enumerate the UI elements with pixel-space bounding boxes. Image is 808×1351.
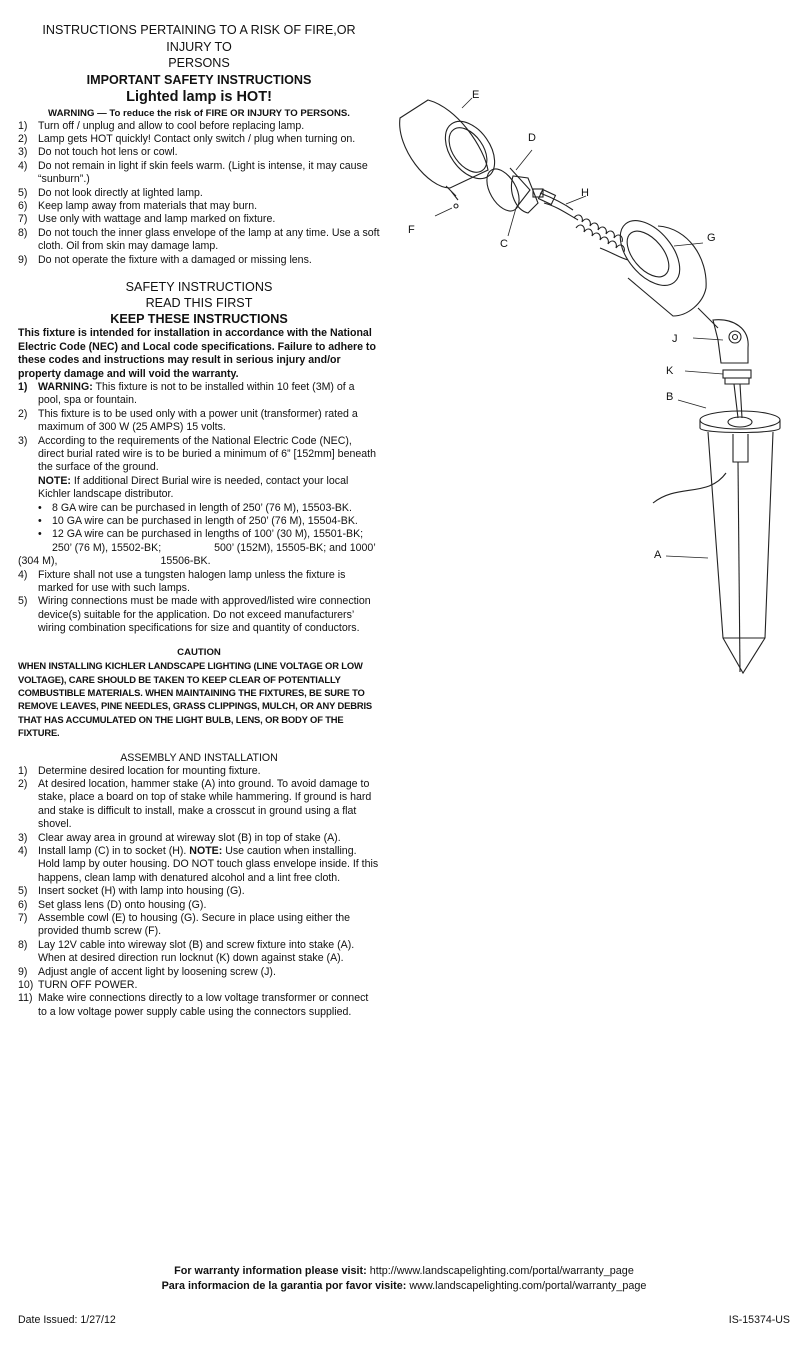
- warranty-url-en[interactable]: http://www.landscapelighting.com/portal/warranty_page: [369, 1265, 634, 1277]
- warning-list: [18, 120, 380, 267]
- list-item: 9) Adjust angle of accent light by loosening screw (J).: [18, 965, 276, 978]
- label-A: A: [654, 549, 662, 561]
- list-item: 11) Make wire connections directly to a low voltage transformer or connect to a low voltage power supply cable using the connectors supplied.: [18, 992, 369, 1018]
- list-item: 3) According to the requirements of the National Electric Code (NEC), direct burial rated wire is to be buried a minimum of 6” [152mm] beneath the surface of the ground. NOTE: If additional Direct Burial wire is needed, contact your local Kichler landscape distributor.: [18, 434, 376, 501]
- label-G: G: [707, 232, 716, 244]
- list-item: 5) Insert socket (H) with lamp into housing (G).: [18, 885, 245, 898]
- list-item: 7) Use only with wattage and lamp marked on fixture.: [18, 213, 276, 226]
- bullet3-cont2: (304 M), 15506-BK.: [18, 555, 211, 568]
- list-item: 9) Do not operate the fixture with a damaged or missing lens.: [18, 253, 312, 266]
- caution-text: WHEN INSTALLING KICHLER LANDSCAPE LIGHTING (LINE VOLTAGE OR LOW VOLTAGE), CARE SHOULD BE TAKEN TO KEEP CLEAR OF POTENTIALLY COMBUSTIBLE MATERIALS. WHEN MAINTAINING THE FIXTURES, BE SURE TO REMOVE LEAVES, PINE NEEDLES, GRASS CLIPPINGS, MULCH, OR ANY DEBRIS THAT HAS ACCUMULATED ON THE LIGHT BULB, LENS, OR BODY OF THE FIXTURE.: [18, 660, 373, 739]
- list-item: 3) Do not touch hot lens or cowl.: [18, 146, 178, 159]
- list-item: • 12 GA wire can be purchased in lengths of 100’ (30 M), 15501-BK;: [38, 528, 364, 541]
- list-item: 10) TURN OFF POWER.: [18, 979, 138, 992]
- list-item: 6) Set glass lens (D) onto housing (G).: [18, 898, 207, 911]
- list-item: 1) WARNING: This fixture is not to be installed within 10 feet (3M) of a pool, spa or fountain.: [18, 380, 355, 407]
- warranty-footer: [0, 1264, 808, 1294]
- safety-heading: [18, 280, 380, 327]
- list-item: 1) Turn off / unplug and allow to cool before replacing lamp.: [18, 119, 305, 132]
- list-item: 2) At desired location, hammer stake (A) into ground. To avoid damage to stake, place a board on top of stake while hammering. If ground is hard and stake is difficult to install, make a crosscut in ground using a flat shovel.: [18, 777, 372, 831]
- lens-part: [480, 164, 530, 217]
- safety-heading-2: READ THIS FIRST: [145, 295, 253, 310]
- safety-heading-1: SAFETY INSTRUCTIONS: [125, 279, 273, 294]
- knuckle-part: [713, 320, 748, 363]
- header-title-line1: INSTRUCTIONS PERTAINING TO A RISK OF FIRE,OR INJURY TO: [42, 23, 356, 54]
- safety-intro: This fixture is intended for installation in accordance with the National Electric Code (NEC) and Local code specifications. Failure to adhere to these codes and instructions may result in serious injury and/or property damage and will void the warranty.: [18, 327, 376, 380]
- date-issued: Date Issued: 1/27/12: [18, 1314, 116, 1326]
- list-item: • 10 GA wire can be purchased in length of 250’ (76 M), 15504-BK.: [38, 515, 358, 528]
- safety-list: [18, 381, 380, 502]
- label-F: F: [408, 224, 415, 236]
- label-K: K: [666, 365, 674, 377]
- warning-line: WARNING — To reduce the risk of FIRE OR INJURY TO PERSONS.: [48, 107, 350, 119]
- document-id: IS-15374-US: [728, 1314, 790, 1326]
- label-J: J: [672, 333, 678, 345]
- warranty-url-es[interactable]: www.landscapelighting.com/portal/warranty_page: [409, 1280, 647, 1292]
- list-item: 4) Do not remain in light if skin feels warm. (Light is intense, it may cause “sunburn”.): [18, 159, 368, 186]
- list-item: • 8 GA wire can be purchased in length of 250’ (76 M), 15503-BK.: [38, 501, 352, 514]
- fixture-exploded-diagram: [388, 78, 798, 708]
- caution-heading: CAUTION: [177, 646, 221, 658]
- list-item: 4) Install lamp (C) in to socket (H). NOTE: Use caution when installing. Hold lamp by outer housing. DO NOT touch glass envelope inside. If this happens, clean lamp with denatured alcohol and a lint free cloth.: [18, 844, 379, 884]
- assembly-list: [18, 765, 380, 1020]
- housing-part: [609, 210, 718, 328]
- warranty-line-en: For warranty information please visit: http://www.landscapelighting.com/portal/warranty_page: [174, 1265, 634, 1277]
- label-E: E: [472, 89, 480, 101]
- safety-heading-3: KEEP THESE INSTRUCTIONS: [110, 311, 288, 326]
- cable-part: [653, 473, 726, 503]
- list-item: 5) Wiring connections must be made with approved/listed wire connection device(s) suitable for the application. Do not exceed manufacturers’ wiring combination specifications for size and quantity of conductors.: [18, 595, 371, 635]
- label-B: B: [666, 391, 674, 403]
- list-item: 3) Clear away area in ground at wireway slot (B) in top of stake (A).: [18, 831, 341, 844]
- header-title-line2: PERSONS: [168, 56, 230, 70]
- important-heading: IMPORTANT SAFETY INSTRUCTIONS: [86, 72, 312, 87]
- list-item: 8) Do not touch the inner glass envelope of the lamp at any time. Use a soft cloth. Oil from skin may damage lamp.: [18, 226, 380, 253]
- wire-bullets: [18, 502, 380, 542]
- label-D: D: [528, 132, 536, 144]
- list-item: 2) Lamp gets HOT quickly! Contact only switch / plug when turning on.: [18, 132, 356, 145]
- list-item: 8) Lay 12V cable into wireway slot (B) and screw fixture into stake (A). When at desired direction run locknut (K) down against stake (A).: [18, 938, 355, 965]
- instructions-column: [18, 22, 380, 1019]
- safety-list-cont: [18, 569, 380, 636]
- stake-body-part: [708, 432, 773, 673]
- list-item: 1) Determine desired location for mounting fixture.: [18, 764, 261, 777]
- list-item: 6) Keep lamp away from materials that may burn.: [18, 199, 258, 212]
- label-C: C: [500, 238, 508, 250]
- hot-heading: Lighted lamp is HOT!: [126, 88, 272, 105]
- stake-top-part: [700, 411, 780, 433]
- list-item: 5) Do not look directly at lighted lamp.: [18, 186, 203, 199]
- socket-part: [539, 190, 578, 220]
- label-H: H: [581, 187, 589, 199]
- list-item: 4) Fixture shall not use a tungsten halogen lamp unless the fixture is marked for use with such lamps.: [18, 568, 346, 595]
- list-item: 7) Assemble cowl (E) to housing (G). Secure in place using either the provided thumb screw (F).: [18, 912, 351, 938]
- list-item: 2) This fixture is to be used only with a power unit (transformer) rated a maximum of 300 W (25 AMPS) 15 volts.: [18, 407, 358, 434]
- assembly-heading: ASSEMBLY AND INSTALLATION: [120, 751, 278, 764]
- cowl-part: [400, 100, 505, 200]
- bullet3-cont1: 250’ (76 M), 15502-BK; 500’ (152M), 15505-BK; and 1000’: [52, 541, 376, 554]
- warranty-line-es: Para informacion de la garantia por favor visite: www.landscapelighting.com/portal/warranty_page: [161, 1280, 647, 1292]
